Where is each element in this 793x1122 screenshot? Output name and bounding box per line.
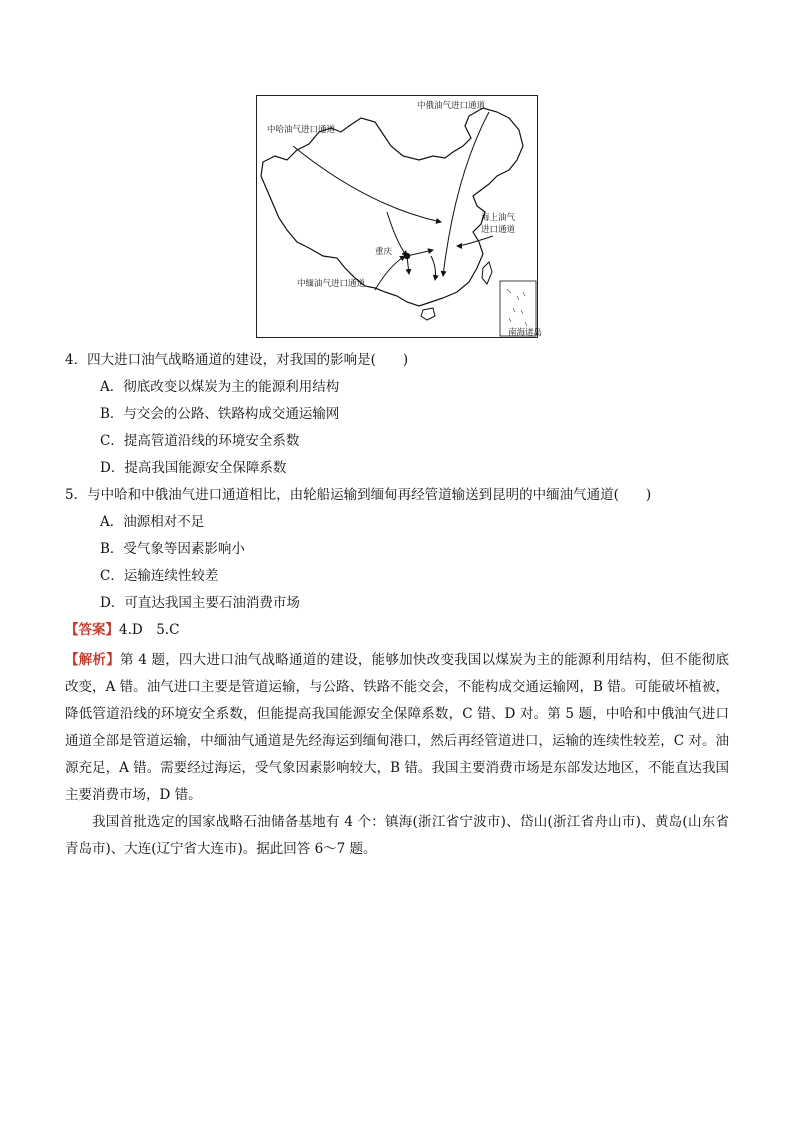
answer-line — [65, 620, 179, 640]
zhongha-channel-arrow — [293, 146, 441, 222]
answer-tag: 【答案】 — [65, 622, 119, 638]
label-chongqing: 重庆 — [375, 247, 393, 257]
answer-text: 4.D 5.C — [119, 622, 180, 638]
haishang-channel-arrow — [457, 236, 493, 246]
label-zhongha: 中哈油气进口通道 — [267, 125, 336, 135]
chongqing-branch-east — [407, 250, 433, 256]
analysis-tag: 【解析】 — [65, 652, 121, 668]
question-4-option-d: D．提高我国能源安全保障系数 — [100, 460, 287, 476]
zhongmian-channel-arrow — [375, 256, 405, 290]
question-5-option-a: A．油源相对不足 — [100, 514, 205, 530]
label-haishang-1: 海上油气 — [481, 213, 516, 223]
question-5-option-b: B．受气象等因素影响小 — [100, 541, 245, 557]
question-4-option-c: C．提高管道沿线的环境安全系数 — [100, 433, 300, 449]
label-zhongmian: 中缅油气进口通道 — [297, 279, 366, 289]
question-4-option-a: A．彻底改变以煤炭为主的能源利用结构 — [100, 379, 340, 395]
analysis-paragraph — [65, 647, 729, 809]
question-5-option-c: C．运输连续性较差 — [100, 568, 219, 584]
hainan-outline — [421, 308, 435, 320]
question-5-stem: 5．与中哈和中俄油气进口通道相比，由轮船运输到缅甸再经管道输送到昆明的中缅油气通道( ) — [65, 487, 652, 503]
chongqing-dot — [404, 253, 410, 259]
question-5-option-d: D．可直达我国主要石油消费市场 — [100, 595, 300, 611]
chongqing-branch-south2 — [431, 256, 436, 280]
question-4-stem: 4．四大进口油气战略通道的建设，对我国的影响是( ) — [65, 352, 409, 368]
china-oil-gas-channel-map — [256, 95, 543, 338]
label-zhonge: 中俄油气进口通道 — [417, 101, 486, 111]
intro-paragraph: 我国首批选定的国家战略石油储备基地有 4 个：镇海(浙江省宁波市)、岱山(浙江省舟山市)、黄岛(山东省青岛市)、大连(辽宁省大连市)。据此回答 6～7 题。 — [65, 814, 729, 857]
question-4-option-b: B．与交会的公路、铁路构成交通运输网 — [100, 406, 340, 422]
map-drawing — [257, 96, 543, 338]
analysis-text: 第 4 题，四大进口油气战略通道的建设，能够加快改变我国以煤炭为主的能源利用结构，但不能彻底改变，A 错。油气进口主要是管道运输，与公路、铁路不能交会，不能构成交通运输网，B 错。可能破坏植被，降低管道沿线的环境安全系数，但能提高我国能源安全保障系数，C 错、D 对。第 5 题，中哈和中俄油气进口通道全部是管道运输，中缅油气通道是先经海运到缅甸港口，然后再经管道进口，运输的连续性较差，C 对。油源充足，A 错。需要经过海运，受气象因素影响较大，B 错。我国主要消费市场是东部发达地区，不能直达我国主要消费市场，D 错。 — [65, 652, 730, 803]
label-haishang-2: 进口通道 — [481, 225, 516, 235]
inset-label: 南海诸岛 — [508, 328, 543, 338]
taiwan-outline — [482, 262, 492, 284]
